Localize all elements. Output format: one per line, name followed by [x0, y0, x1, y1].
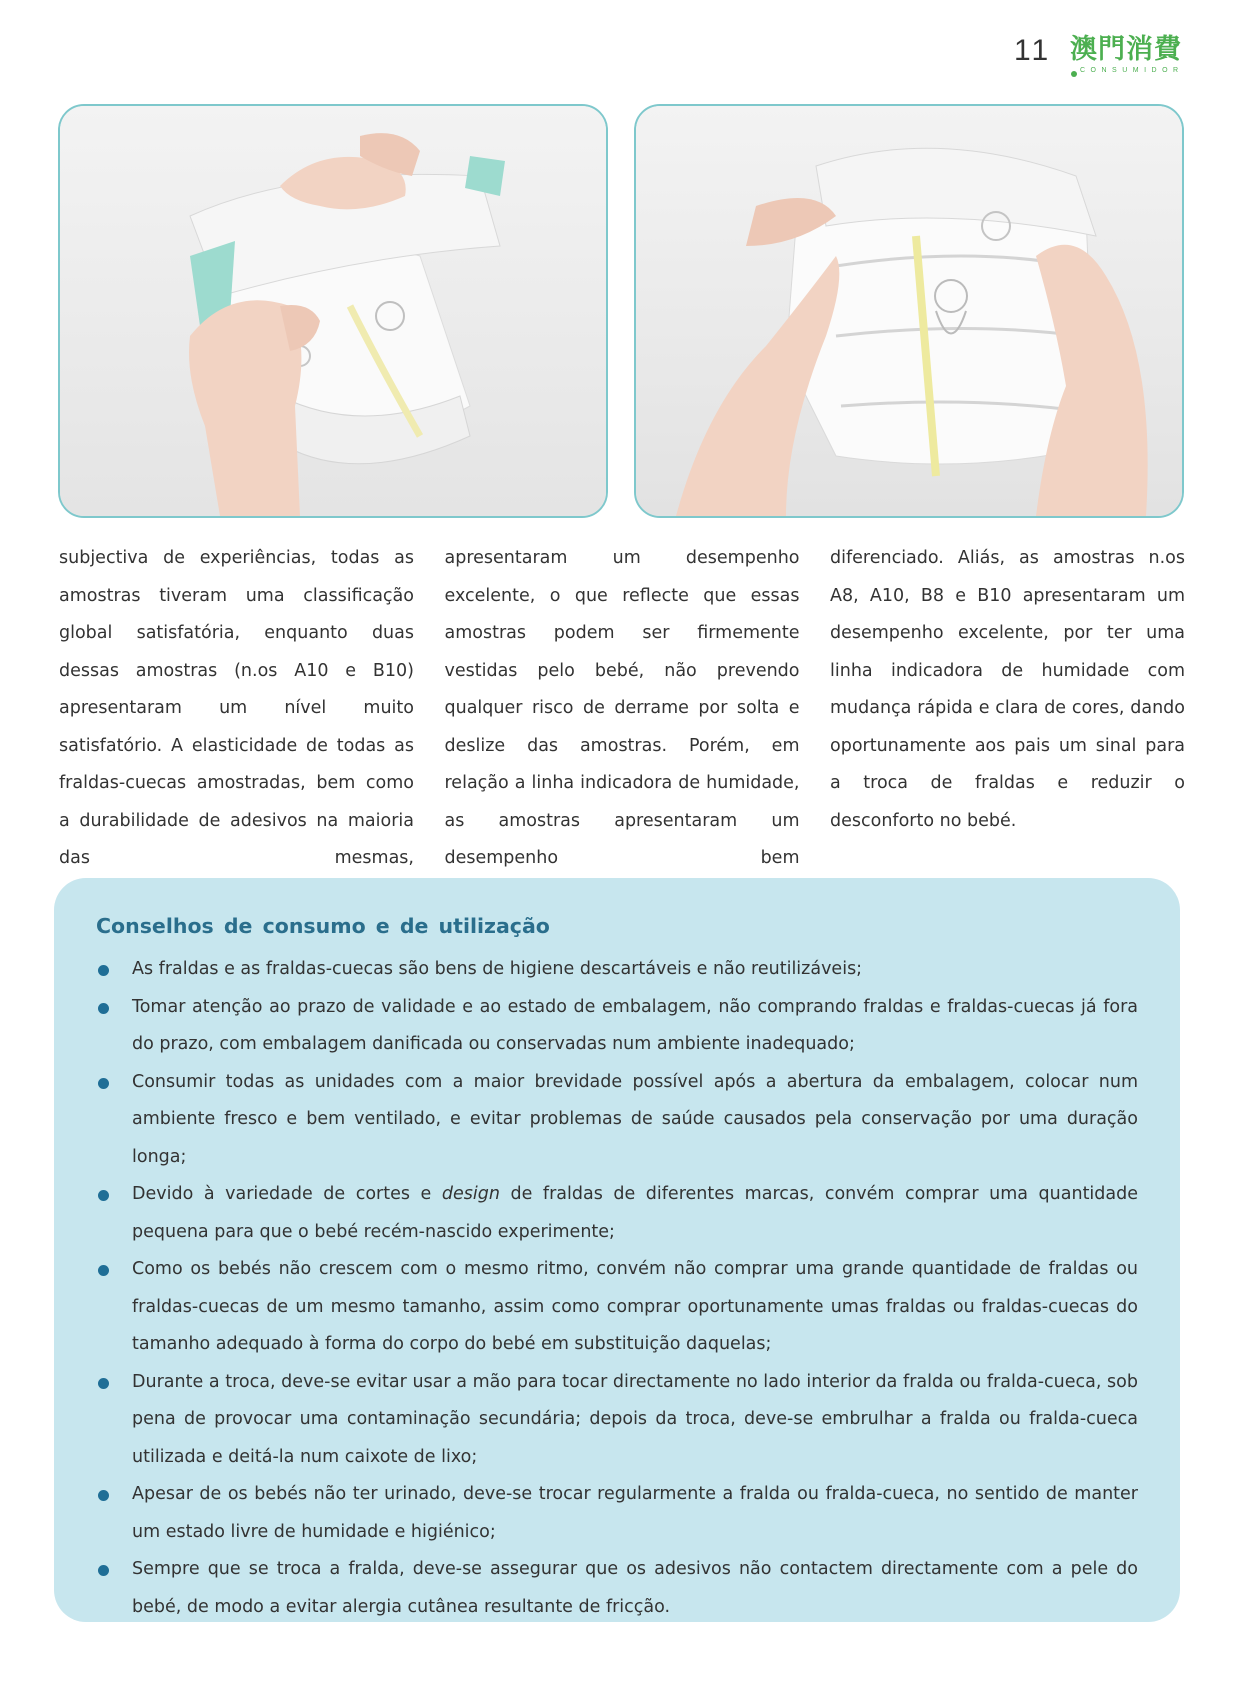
column-1-text: subjectiva de experiências, todas as amostras tiveram uma classificação global satisfatória, enquanto duas dessas amostras (n.os A10 e B10) apresentaram um nível muito satisfatório. A elasticidade de todas as fraldas-cuecas amostradas, bem como a durabilidade de adesivos na maioria das mesmas,: [59, 548, 414, 868]
advice-title: Conselhos de consumo e de utilização: [96, 914, 550, 938]
bullet-icon: [98, 1190, 109, 1201]
advice-item-text: As fraldas e as fraldas-cuecas são bens de higiene descartáveis e não reutilizáveis;: [132, 959, 863, 979]
advice-item-text: Tomar atenção ao prazo de validade e ao estado de embalagem, não comprando fraldas e fraldas-cuecas já fora do prazo, com embalagem danificada ou conservadas num ambiente inadequado;: [132, 996, 1138, 1054]
advice-item-italic-word: design: [441, 1184, 500, 1204]
advice-item-text: Durante a troca, deve-se evitar usar a mão para tocar directamente no lado interior da fralda ou fralda-cueca, sob pena de provocar uma contaminação secundária; depois da troca, deve-se embrulhar a fralda ou fralda-cueca utilizada e deitá-la num caixote de lixo;: [132, 1371, 1138, 1467]
bullet-icon: [98, 1378, 109, 1389]
advice-item: [98, 1551, 1138, 1626]
advice-item: [98, 951, 1138, 989]
logo-chinese-text: 澳門消費: [1070, 34, 1182, 65]
bullet-icon: [98, 1078, 109, 1089]
advice-item: [98, 1064, 1138, 1177]
advice-item: [98, 1251, 1138, 1364]
bullet-icon: [98, 1003, 109, 1014]
page-number: 11: [1014, 34, 1052, 67]
logo-english-text: CONSUMIDOR: [1080, 67, 1184, 74]
logo-dot-icon: [1071, 71, 1077, 77]
advice-item: [98, 1476, 1138, 1551]
photo-hands-stretching-diaper: [58, 104, 608, 518]
column-2-text: apresentaram um desempenho excelente, o que reflecte que essas amostras podem ser firmemente vestidas pelo bebé, não prevendo qualquer risco de derrame por solta e deslize das amostras. Porém, em relação a linha indicadora de humidade, as amostras apresentaram um desempenho bem: [444, 548, 800, 868]
body-text-columns: [59, 540, 1185, 878]
bullet-icon: [98, 1490, 109, 1501]
bullet-icon: [98, 1265, 109, 1276]
advice-item: [98, 1364, 1138, 1477]
advice-item-text-before: Devido à variedade de cortes e: [132, 1184, 442, 1204]
advice-item-text: Sempre que se troca a fralda, deve-se assegurar que os adesivos não contactem directamente com a pele do bebé, de modo a evitar alergia cutânea resultante de fricção.: [132, 1559, 1138, 1617]
advice-item: [98, 1176, 1138, 1251]
bullet-icon: [98, 965, 109, 976]
advice-list: [98, 951, 1138, 1626]
diaper-hold-illustration: [636, 106, 1182, 516]
advice-item-text: Apesar de os bebés não ter urinado, deve-se trocar regularmente a fralda ou fralda-cueca, no sentido de manter um estado livre de humidade e higiénico;: [132, 1484, 1138, 1542]
advice-box: [54, 878, 1180, 1622]
text-column-2: [445, 540, 800, 878]
column-3-text: diferenciado. Aliás, as amostras n.os A8, A10, B8 e B10 apresentaram um desempenho excelente, por ter uma linha indicadora de humidade com mudança rápida e clara de cores, dando oportunamente aos pais um sinal para a troca de fraldas e reduzir o desconforto no bebé.: [830, 548, 1185, 831]
text-column-1: [59, 540, 414, 878]
advice-item: [98, 989, 1138, 1064]
bullet-icon: [98, 1565, 109, 1576]
advice-item-text: Como os bebés não crescem com o mesmo ritmo, convém não comprar uma grande quantidade de fraldas ou fraldas-cuecas de um mesmo tamanho, assim como comprar oportunamente umas fraldas ou fraldas-cuecas do tamanho adequado à forma do corpo do bebé em substituição daquelas;: [132, 1259, 1138, 1354]
advice-item-text-after: de fraldas de diferentes marcas, convém comprar uma quantidade pequena para que o bebé recém-nascido experimente;: [132, 1184, 1139, 1242]
photo-hands-holding-diaper: [634, 104, 1184, 518]
advice-item-text: Consumir todas as unidades com a maior brevidade possível após a abertura da embalagem, colocar num ambiente fresco e bem ventilado, e evitar problemas de saúde causados pela conservação por uma duração longa;: [132, 1071, 1138, 1167]
diaper-stretch-illustration: [60, 106, 606, 516]
text-column-3: [830, 540, 1185, 878]
consumidor-logo: [1070, 34, 1190, 80]
